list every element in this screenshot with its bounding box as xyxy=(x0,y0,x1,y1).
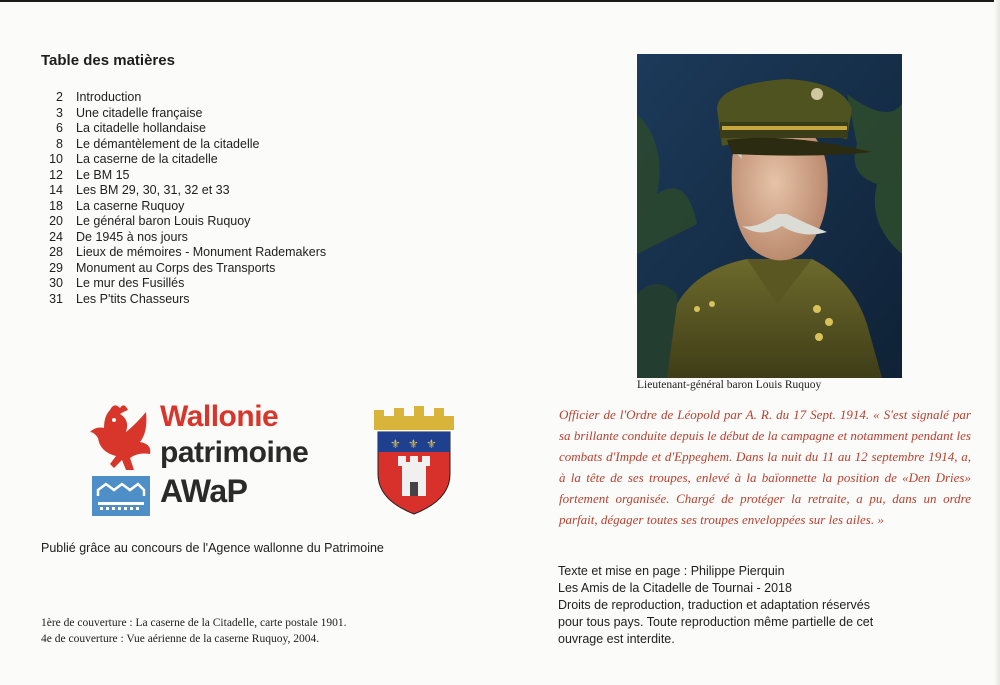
toc-page-number: 14 xyxy=(49,183,63,197)
toc-page-number: 3 xyxy=(56,105,63,120)
cover-back-note: 4e de couverture : Vue aérienne de la caserne Ruquoy, 2004. xyxy=(41,633,320,645)
svg-text:⚜: ⚜ xyxy=(426,437,437,451)
toc-label: Les P'tits Chasseurs xyxy=(76,291,190,306)
svg-text:⚜: ⚜ xyxy=(408,437,419,451)
credits-line: Texte et mise en page : Philippe Pierquin xyxy=(558,564,785,578)
toc-item xyxy=(41,152,326,168)
toc-label: Le général baron Louis Ruquoy xyxy=(76,214,251,228)
cover-front-note: 1ère de couverture : La caserne de la Citadelle, carte postale 1901. xyxy=(41,617,347,629)
toc-page-number: 31 xyxy=(49,291,63,306)
toc-label: La caserne de la citadelle xyxy=(76,152,218,166)
awap-building-icon xyxy=(92,476,150,516)
citation-quote xyxy=(559,404,971,530)
toc-item xyxy=(41,106,326,122)
logo-patrimoine: patrimoine xyxy=(160,436,309,469)
toc-page-number: 2 xyxy=(56,90,63,104)
portrait-caption: Lieutenant-général baron Louis Ruquoy xyxy=(637,379,822,391)
citation-text: Officier de l'Ordre de Léopold par A. R. du 17 Sept. 1914. « S'est signalé par sa brillante conduite depuis le début de la campagne et notamment pendant les combats d'Impde et d'Eppeghem. Dans la nuit du 11 au 12 septembre 1914, a, à la tête de ses troupes, enlevé à la baïonnette la position de «Den Dries» fortement organisée. Chargé de protéger la retraite, a pu, dans un ordre parfait, dégager toutes ses troupes enveloppées sur les ailes. » xyxy=(559,407,971,527)
toc-label: Le mur des Fusillés xyxy=(76,276,185,290)
page-edge-shadow xyxy=(994,0,1000,685)
toc-label: Le BM 15 xyxy=(76,167,130,182)
tournai-coat-of-arms-icon xyxy=(368,404,460,516)
awap-logo xyxy=(90,400,350,520)
toc-item xyxy=(41,245,326,261)
credits-line: ouvrage est interdite. xyxy=(558,632,675,646)
toc-label: Le démantèlement de la citadelle xyxy=(76,136,260,151)
toc-title: Table des matières xyxy=(41,52,175,69)
page-top-border xyxy=(0,0,1000,2)
toc-item xyxy=(41,90,326,106)
toc-page-number: 24 xyxy=(49,229,63,244)
toc-page-number: 12 xyxy=(49,167,63,182)
toc-item xyxy=(41,168,326,184)
toc-item xyxy=(41,121,326,137)
toc-label: Les BM 29, 30, 31, 32 et 33 xyxy=(76,183,230,197)
toc-page-number: 29 xyxy=(49,260,63,275)
toc-item xyxy=(41,183,326,199)
toc-label: Lieux de mémoires - Monument Rademakers xyxy=(76,245,327,259)
rooster-icon xyxy=(90,402,156,472)
toc-item xyxy=(41,214,326,230)
toc-label: La citadelle hollandaise xyxy=(76,121,206,135)
toc-label: Monument au Corps des Transports xyxy=(76,260,276,275)
toc-item xyxy=(41,276,326,292)
credits-line: Les Amis de la Citadelle de Tournai - 2018 xyxy=(558,581,792,595)
published-note: Publié grâce au concours de l'Agence wallonne du Patrimoine xyxy=(41,541,384,555)
toc-item xyxy=(41,230,326,246)
toc-page-number: 8 xyxy=(56,136,63,151)
toc-label: Introduction xyxy=(76,90,142,104)
toc-list xyxy=(41,90,326,307)
portrait-photo xyxy=(637,54,902,378)
credits-block xyxy=(558,563,888,648)
toc-page-number: 6 xyxy=(56,121,63,135)
toc-page-number: 30 xyxy=(49,276,63,290)
credits-line: Droits de reproduction, traduction et adaptation réservés xyxy=(558,598,870,612)
svg-text:⚜: ⚜ xyxy=(390,437,401,451)
toc-page-number: 20 xyxy=(49,214,63,228)
toc-item xyxy=(41,137,326,153)
toc-label: De 1945 à nos jours xyxy=(76,229,188,244)
logo-wallonie: Wallonie xyxy=(160,400,279,433)
toc-item xyxy=(41,199,326,215)
toc-label: La caserne Ruquoy xyxy=(76,198,185,213)
toc-item xyxy=(41,261,326,277)
credits-line: pour tous pays. Toute reproduction même partielle de cet xyxy=(558,615,874,629)
toc-page-number: 18 xyxy=(49,198,63,213)
toc-page-number: 10 xyxy=(49,152,63,166)
toc-page-number: 28 xyxy=(49,245,63,259)
toc-item xyxy=(41,292,326,308)
logo-awap: AWaP xyxy=(160,473,248,509)
toc-label: Une citadelle française xyxy=(76,105,203,120)
